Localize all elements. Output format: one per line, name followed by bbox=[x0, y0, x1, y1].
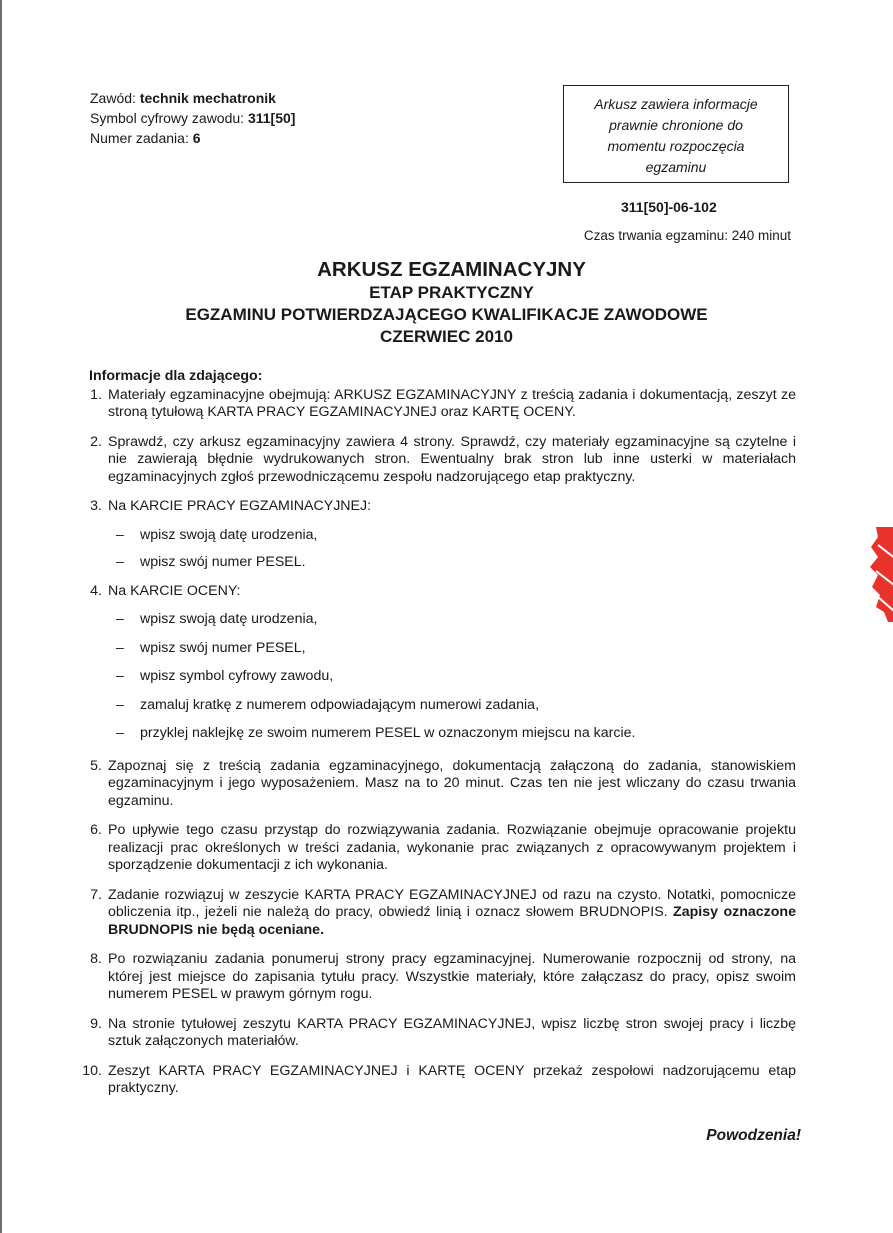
dash-bullet: – bbox=[116, 611, 124, 627]
sub-item bbox=[84, 697, 796, 715]
dash-bullet: – bbox=[116, 725, 124, 741]
confidential-notice-box bbox=[563, 85, 789, 183]
item-number: 4. bbox=[90, 582, 102, 599]
profession-line bbox=[90, 88, 295, 108]
instructions bbox=[84, 368, 796, 1098]
item-number: 5. bbox=[90, 757, 102, 774]
item-bold-warning: Zapisy oznaczone BRUDNOPIS nie będą oceniane. bbox=[108, 904, 796, 938]
dash-bullet: – bbox=[116, 639, 124, 656]
item-number: 7. bbox=[90, 886, 102, 903]
profession-label: Zawód: bbox=[90, 90, 136, 106]
exam-title: EGZAMINU POTWIERDZAJĄCEGO KWALIFIKACJE ZAWODOWE bbox=[185, 305, 708, 324]
title-block bbox=[0, 258, 893, 348]
sub-item-text: przyklej naklejkę ze swoim numerem PESEL w oznaczonym miejscu na karcie. bbox=[140, 725, 636, 741]
sub-item bbox=[84, 725, 796, 743]
sub-item-list bbox=[84, 611, 796, 743]
notice-line: Arkusz zawiera informacje bbox=[594, 96, 758, 112]
item-number: 9. bbox=[90, 1015, 102, 1032]
instruction-item bbox=[84, 434, 796, 487]
sub-item-text: zamaluj kratkę z numerem odpowiadającym numerowi zadania, bbox=[140, 696, 540, 713]
stage-title: ETAP PRAKTYCZNY bbox=[369, 283, 534, 302]
exam-meta bbox=[90, 88, 295, 148]
sub-item-text: wpisz swoją datę urodzenia, bbox=[140, 526, 318, 543]
instruction-item bbox=[84, 1063, 796, 1098]
exam-stamp-icon bbox=[866, 527, 893, 622]
sub-item-text: wpisz symbol cyfrowy zawodu, bbox=[140, 668, 334, 684]
session-title: CZERWIEC 2010 bbox=[380, 327, 513, 346]
task-line bbox=[90, 128, 295, 148]
symbol-label: Symbol cyfrowy zawodu: bbox=[90, 110, 245, 126]
item-text: Po rozwiązaniu zadania ponumeruj strony pracy egzaminacyjnej. Numerowanie rozpocznij od strony, na której jest miejsce do zapisania tytułu pracy. Wszystkie materiały, które załączasz do pracy, opisz swoim numerem PESEL w prawym górnym rogu. bbox=[108, 951, 796, 1002]
item-number: 1. bbox=[90, 386, 102, 403]
item-number: 8. bbox=[90, 951, 102, 967]
item-number: 10. bbox=[82, 1062, 102, 1079]
instruction-item bbox=[84, 1016, 796, 1051]
dash-bullet: – bbox=[116, 526, 124, 543]
instruction-item bbox=[84, 387, 796, 422]
item-text: Po upływie tego czasu przystąp do rozwiązywania zadania. Rozwiązanie obejmuje opracowanie projektu realizacji prac określonych w treści zadania, wykonanie prac związanych z opracowywanym projektem i sporządzenie dokumentacji z ich wykonania. bbox=[108, 822, 796, 873]
profession-value: technik mechatronik bbox=[139, 90, 276, 106]
sub-item bbox=[84, 640, 796, 658]
item-number: 2. bbox=[90, 433, 102, 450]
item-text: Na KARCIE PRACY EGZAMINACYJNEJ: bbox=[108, 498, 372, 514]
exam-duration: Czas trwania egzaminu: 240 minut bbox=[583, 228, 791, 243]
item-text: Zeszyt KARTA PRACY EGZAMINACYJNEJ i KARTĘ OCENY przekaż zespołowi nadzorującemu etap praktyczny. bbox=[108, 1062, 796, 1096]
sub-item-text: wpisz swój numer PESEL. bbox=[140, 554, 306, 570]
sub-item bbox=[84, 668, 796, 686]
instruction-item bbox=[84, 951, 796, 1004]
notice-line: egzaminu bbox=[645, 159, 707, 175]
instruction-item bbox=[84, 822, 796, 875]
item-text: Na stronie tytułowej zeszytu KARTA PRACY EGZAMINACYJNEJ, wpisz liczbę stron swojej pracy i liczbę sztuk załączonych materiałów. bbox=[108, 1015, 796, 1049]
main-title: ARKUSZ EGZAMINACYJNY bbox=[317, 258, 586, 281]
notice-line: momentu rozpoczęcia bbox=[607, 138, 745, 154]
dash-bullet: – bbox=[116, 554, 124, 570]
notice-line: prawnie chronione do bbox=[609, 117, 743, 133]
dash-bullet: – bbox=[116, 668, 124, 684]
closing-wish: Powodzenia! bbox=[706, 1127, 801, 1144]
item-text: Na KARCIE OCENY: bbox=[108, 582, 241, 599]
symbol-value: 311[50] bbox=[247, 110, 296, 126]
instruction-item bbox=[84, 887, 796, 940]
instructions-heading: Informacje dla zdającego: bbox=[89, 368, 263, 384]
instruction-item bbox=[84, 498, 796, 516]
sub-item-text: wpisz swoją datę urodzenia, bbox=[140, 611, 318, 627]
item-text: Sprawdź, czy arkusz egzaminacyjny zawiera 4 strony. Sprawdź, czy materiały egzaminacyjne są czytelne i nie zawierają błędnie wydrukowanych stron. Ewentualny brak stron lub inne usterki w materiałach egzaminacyjnych zgłoś przewodniczącemu zespołu nadzorującego etap praktyczny. bbox=[108, 433, 796, 485]
sub-item bbox=[84, 611, 796, 629]
symbol-line bbox=[90, 108, 295, 128]
instruction-item bbox=[84, 758, 796, 811]
sub-item-text: wpisz swój numer PESEL, bbox=[140, 639, 306, 656]
scan-edge bbox=[0, 0, 2, 1233]
task-label: Numer zadania: bbox=[90, 130, 189, 146]
dash-bullet: – bbox=[116, 696, 124, 713]
instruction-item bbox=[84, 583, 796, 601]
item-text: Zapoznaj się z treścią zadania egzaminacyjnego, dokumentacją załączoną do zadania, stanowiskiem egzaminacyjnym i jego wyposażeniem. Masz na to 20 minut. Czas ten nie jest wliczany do czasu trwania egzaminu. bbox=[108, 757, 796, 809]
sub-item bbox=[84, 527, 796, 545]
task-value: 6 bbox=[192, 130, 201, 146]
item-text: Zadanie rozwiązuj w zeszycie KARTA PRACY EGZAMINACYJNEJ od razu na czysto. Notatki, pomocnicze obliczenia itp., jeżeli nie należą do pracy, obwiedź linią i oznacz słowem BRUDNOPIS. bbox=[108, 886, 796, 920]
item-number: 6. bbox=[90, 822, 102, 838]
exam-code: 311[50]-06-102 bbox=[621, 199, 717, 215]
sub-item bbox=[84, 554, 796, 572]
item-text: Materiały egzaminacyjne obejmują: ARKUSZ EGZAMINACYJNY z treścią zadania i dokumentacją, zeszyt ze stroną tytułową KARTA PRACY EGZAMINACYJNEJ oraz KARTĘ OCENY. bbox=[108, 386, 796, 420]
item-number: 3. bbox=[90, 498, 102, 514]
